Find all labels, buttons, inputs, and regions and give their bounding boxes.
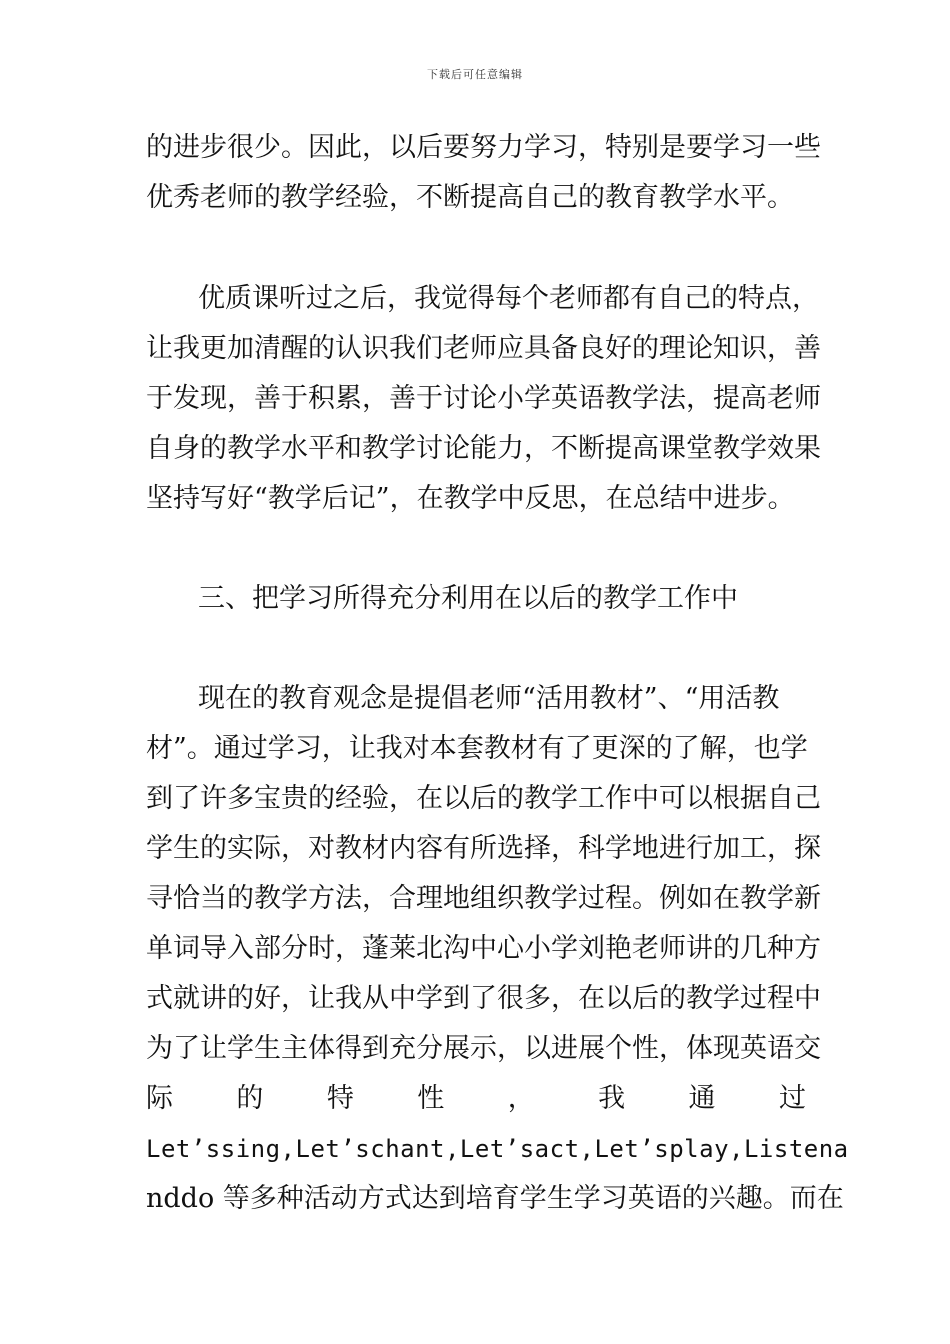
- paragraph-line: 式就讲的好，让我从中学到了很多，在以后的教学过程中: [146, 983, 821, 1014]
- spread-char: 的: [236, 1083, 264, 1114]
- paragraph-line: 的进步很少。因此，以后要努力学习，特别是要学习一些: [146, 132, 821, 163]
- spread-line: [146, 1083, 806, 1115]
- spread-char: 过: [778, 1083, 806, 1114]
- spread-char: 际: [146, 1083, 173, 1114]
- paragraph-line: 自身的教学水平和教学讨论能力，不断提高课堂教学效果: [146, 433, 821, 464]
- page-header: 下载后可任意编辑: [427, 68, 523, 81]
- paragraph-line: 寻恰当的教学方法，合理地组织教学过程。例如在教学新: [146, 883, 821, 914]
- spread-char: 性: [417, 1083, 445, 1114]
- paragraph-line: 优秀老师的教学经验，不断提高自己的教育教学水平。: [146, 182, 794, 213]
- paragraph-line: 材”。通过学习，让我对本套教材有了更深的了解，也学: [146, 733, 808, 764]
- section-heading: 三、把学习所得充分利用在以后的教学工作中: [198, 583, 738, 614]
- paragraph-line: 现在的教育观念是提倡老师“活用教材”、“用活教: [198, 683, 780, 714]
- spread-char: ，: [507, 1083, 535, 1114]
- paragraph-line: 到了许多宝贵的经验，在以后的教学工作中可以根据自己: [146, 783, 821, 814]
- spread-char: 我: [598, 1083, 626, 1114]
- paragraph-line: 优质课听过之后，我觉得每个老师都有自己的特点，: [198, 283, 819, 314]
- english-line: Let’ssing,Let’schant,Let’sact,Let’splay,Listena: [146, 1135, 849, 1163]
- paragraph-line: 单词导入部分时，蓬莱北沟中心小学刘艳老师讲的几种方: [146, 933, 821, 964]
- paragraph-line: 为了让学生主体得到充分展示，以进展个性，体现英语交: [146, 1033, 821, 1064]
- paragraph-line: 坚持写好“教学后记”，在教学中反思，在总结中进步。: [146, 483, 795, 514]
- spread-char: 通: [688, 1083, 716, 1114]
- spread-char: 特: [326, 1083, 354, 1114]
- paragraph-line: 于发现，善于积累，善于讨论小学英语教学法，提高老师: [146, 383, 821, 414]
- paragraph-line: nddo 等多种活动方式达到培育学生学习英语的兴趣。而在: [146, 1183, 844, 1214]
- paragraph-line: 学生的实际，对教材内容有所选择，科学地进行加工，探: [146, 833, 821, 864]
- paragraph-line: 让我更加清醒的认识我们老师应具备良好的理论知识，善: [146, 333, 821, 364]
